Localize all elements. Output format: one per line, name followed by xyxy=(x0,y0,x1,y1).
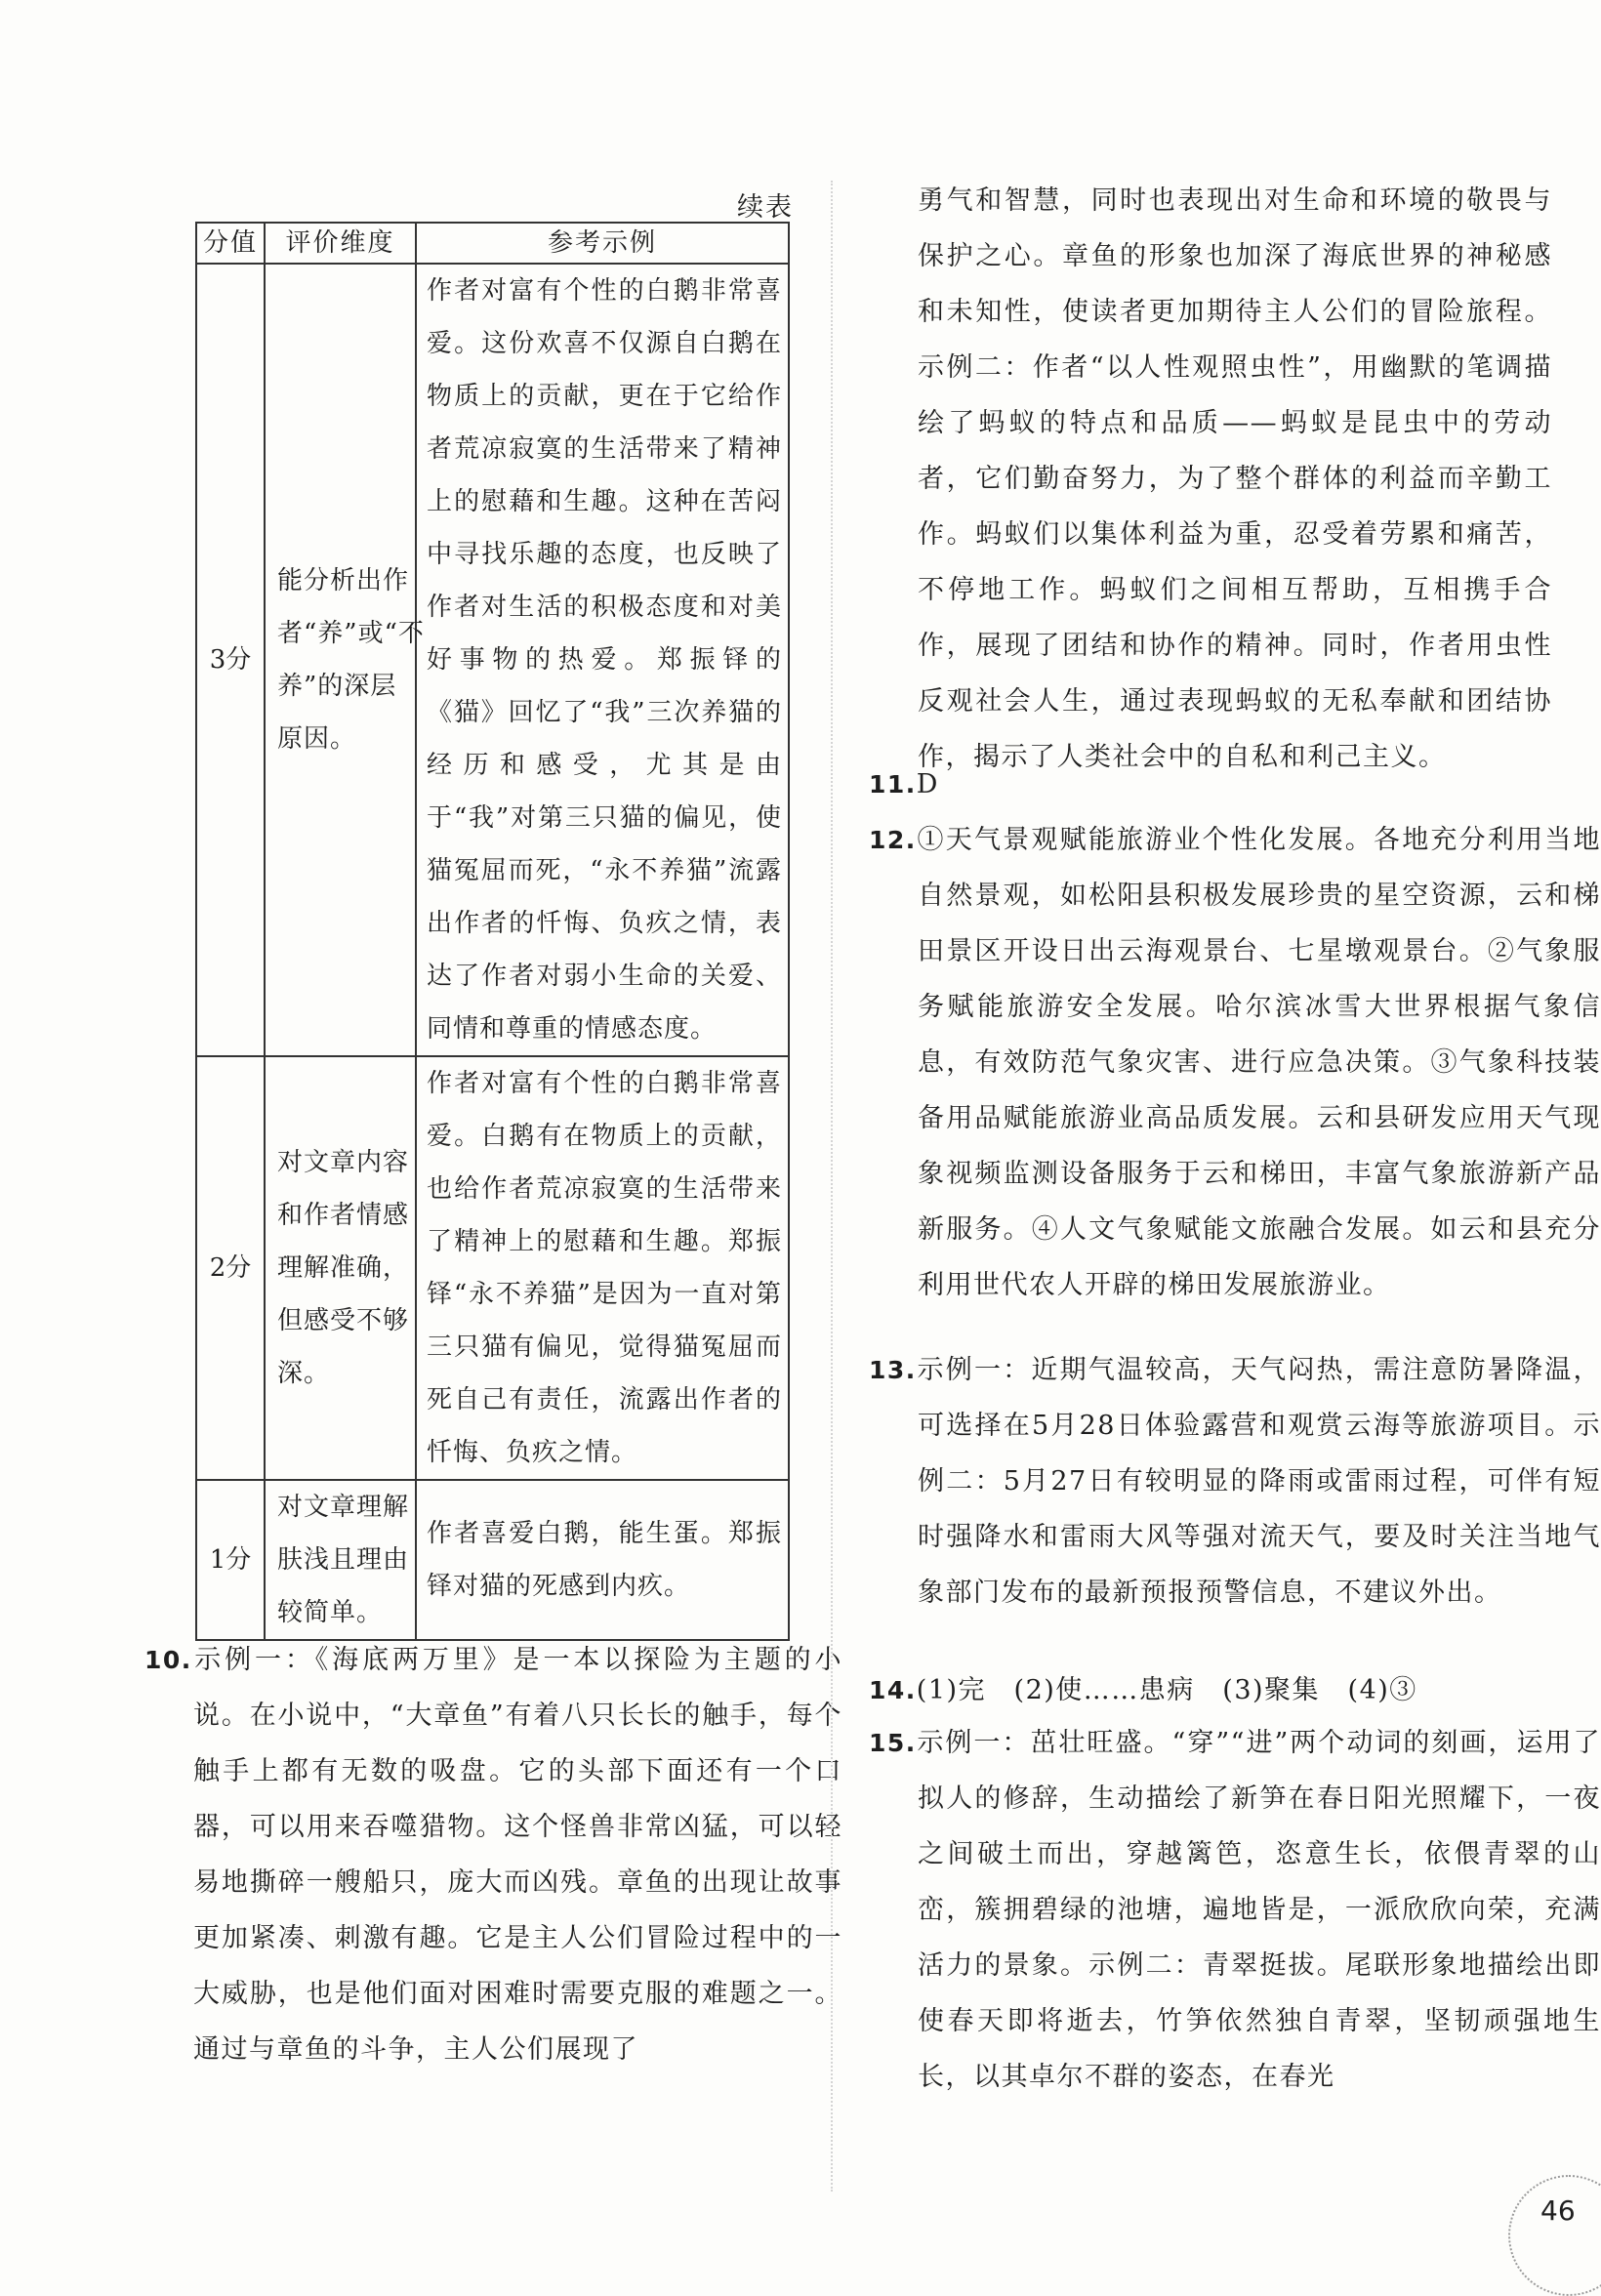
question-10-continued xyxy=(918,173,1552,785)
question-answer-continued: 勇气和智慧，同时也表现出对生命和环境的敬畏与保护之心。章鱼的形象也加深了海底世界的神秘感和未知性，使读者更加期待主人公们的冒险旅程。示例二：作者“以人性观照虫性”，用幽默的笔调描绘了蚂蚁的特点和品质——蚂蚁是昆虫中的劳动者，它们勤奋努力，为了整个群体的利益而辛勤工作。蚂蚁们以集体利益为重，忍受着劳累和痛苦，不停地工作。蚂蚁们之间相互帮助，互相携手合作，展现了团结和协作的精神。同时，作者用虫性反观社会人生，通过表现蚂蚁的无私奉献和团结协作，揭示了人类社会中的自私和利己主义。 xyxy=(918,185,1552,772)
question-number: 13. xyxy=(869,1356,917,1384)
table-header-row xyxy=(196,223,789,264)
header-dimension: 评价维度 xyxy=(265,223,416,264)
question-15 xyxy=(869,1715,1601,2105)
question-answer: (1)完 (2)使……患病 (3)聚集 (4)③ xyxy=(916,1675,1417,1705)
question-number: 15. xyxy=(869,1729,917,1757)
header-score: 分值 xyxy=(196,223,265,264)
question-10 xyxy=(144,1632,842,2077)
question-12 xyxy=(869,812,1601,1313)
question-answer: D xyxy=(916,769,939,800)
question-number: 14. xyxy=(869,1676,917,1704)
row-example: 作者对富有个性的白鹅非常喜爱。白鹅有在物质上的贡献，也给作者荒凉寂寞的生活带来了精神上的慰藉和生趣。郑振铎“永不养猫”是因为一直对第三只猫有偏见，觉得猫冤屈而死自己有责任，流露出作者的忏悔、负疚之情。 xyxy=(416,1056,789,1480)
row-score: 3分 xyxy=(196,264,265,1056)
question-11 xyxy=(869,757,1601,812)
question-14 xyxy=(869,1662,1601,1718)
question-answer: 示例一：茁壮旺盛。“穿”“进”两个动词的刻画，运用了拟人的修辞，生动描绘了新笋在春日阳光照耀下，一夜之间破土而出，穿越篱笆，恣意生长，依偎青翠的山峦，簇拥碧绿的池塘，遍地皆是，一派欣欣向荣，充满活力的景象。示例二：青翠挺拔。尾联形象地描绘出即使春天即将逝去，竹笋依然独自青翠，坚韧顽强地生长，以其卓尔不群的姿态，在春光 xyxy=(916,1728,1601,2092)
question-answer: 示例一：《海底两万里》是一本以探险为主题的小说。在小说中，“大章鱼”有着八只长长的触手，每个触手上都有无数的吸盘。它的头部下面还有一个口器，可以用来吞噬猎物。这个怪兽非常凶猛，可以轻易地撕碎一艘船只，庞大而凶残。章鱼的出现让故事更加紧凑、刺激有趣。它是主人公们冒险过程中的一大威胁，也是他们面对困难时需要克服的难题之一。通过与章鱼的斗争，主人公们展现了 xyxy=(191,1645,842,2065)
question-answer: ①天气景观赋能旅游业个性化发展。各地充分利用当地自然景观，如松阳县积极发展珍贵的星空资源，云和梯田景区开设日出云海观景台、七星墩观景台。②气象服务赋能旅游安全发展。哈尔滨冰雪大世界根据气象信息，有效防范气象灾害、进行应急决策。③气象科技装备用品赋能旅游业高品质发展。云和县研发应用天气现象视频监测设备服务于云和梯田，丰富气象旅游新产品新服务。④人文气象赋能文旅融合发展。如云和县充分利用世代农人开辟的梯田发展旅游业。 xyxy=(916,825,1601,1300)
row-dimension: 对文章理解肤浅且理由较简单。 xyxy=(265,1480,416,1640)
evaluation-rubric-table xyxy=(195,222,790,1641)
column-divider xyxy=(831,181,833,2192)
header-example: 参考示例 xyxy=(416,223,789,264)
table-row xyxy=(196,264,789,1056)
question-number: 11. xyxy=(869,770,917,799)
table-row xyxy=(196,1480,789,1640)
row-example: 作者对富有个性的白鹅非常喜爱。这份欢喜不仅源自白鹅在物质上的贡献，更在于它给作者荒凉寂寞的生活带来了精神上的慰藉和生趣。这种在苦闷中寻找乐趣的态度，也反映了作者对生活的积极态度和对美好事物的热爱。郑振铎的《猫》回忆了“我”三次养猫的经历和感受，尤其是由于“我”对第三只猫的偏见，使猫冤屈而死，“永不养猫”流露出作者的忏悔、负疚之情，表达了作者对弱小生命的关爱、同情和尊重的情感态度。 xyxy=(416,264,789,1056)
page-number-badge xyxy=(1508,2175,1601,2296)
page-number: 46 xyxy=(1540,2194,1576,2227)
question-number: 10. xyxy=(144,1646,192,1674)
row-dimension: 对文章内容和作者情感理解准确，但感受不够深。 xyxy=(265,1056,416,1480)
row-dimension: 能分析出作者“养”或“不养”的深层原因。 xyxy=(265,264,416,1056)
row-example: 作者喜爱白鹅，能生蛋。郑振铎对猫的死感到内疚。 xyxy=(416,1480,789,1640)
question-number: 12. xyxy=(869,826,917,854)
row-score: 1分 xyxy=(196,1480,265,1640)
question-13 xyxy=(869,1342,1601,1620)
table-continued-label: 续表 xyxy=(737,192,794,223)
row-score: 2分 xyxy=(196,1056,265,1480)
question-answer: 示例一：近期气温较高，天气闷热，需注意防暑降温，可选择在5月28日体验露营和观赏云海等旅游项目。示例二：5月27日有较明显的降雨或雷雨过程，可伴有短时强降水和雷雨大风等强对流天气，要及时关注当地气象部门发布的最新预报预警信息，不建议外出。 xyxy=(916,1355,1601,1608)
table-row xyxy=(196,1056,789,1480)
